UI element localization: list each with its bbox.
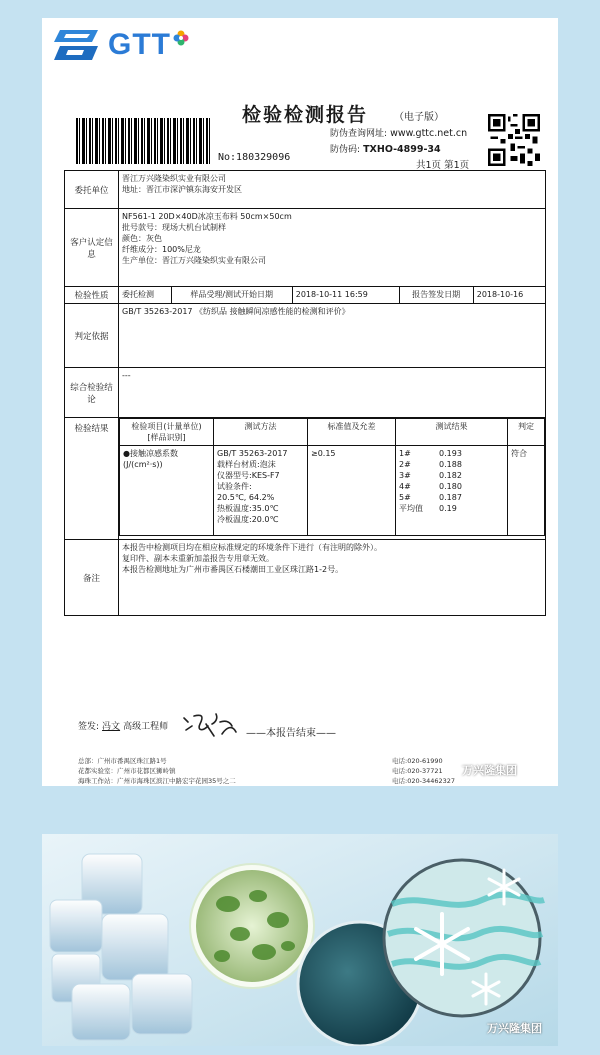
judgement-value: 符合 [508, 446, 545, 536]
gtt-logo-icon [54, 28, 100, 62]
result-data-row [120, 446, 545, 536]
standard-value: ≥0.15 [308, 446, 396, 536]
sample-row [65, 209, 546, 287]
qr-code-icon [488, 114, 540, 166]
footer-phones [392, 756, 455, 786]
phone-line: 电话:020-34462327 [392, 777, 456, 785]
method-line: GB/T 35263-2017 [217, 449, 288, 458]
phone-line: 电话:020-37721 [392, 767, 443, 775]
remarks-label: 备注 [65, 540, 119, 616]
client-label: 委托单位 [65, 171, 119, 209]
barcode-number: No:180329096 [218, 152, 291, 163]
signature-block [78, 710, 240, 740]
conclusion-row [65, 368, 546, 418]
query-label: 防伪查询网址: [330, 129, 388, 139]
conclusion-label: 综合检验结论 [65, 368, 119, 418]
basis-value: GB/T 35263-2017 《纺织品 接触瞬间凉感性能的检测和评价》 [119, 304, 546, 368]
sample-line: 生产单位：晋江万兴隆染织实业有限公司 [122, 256, 266, 265]
header-standard: 标准值及允差 [308, 419, 396, 446]
header-judgement: 判定 [508, 419, 545, 446]
method-line: 试验条件: [217, 482, 252, 491]
client-row [65, 171, 546, 209]
gtt-logo [54, 28, 189, 62]
remark-line: 复印件、副本未重新加盖报告专用章无效。 [122, 554, 274, 563]
result-row [65, 418, 546, 540]
watermark: 万兴隆集团 [462, 764, 517, 777]
sample-line: 颜色：灰色 [122, 234, 162, 243]
footer-line: 海珠工作站：广州市海珠区滨江中路宏宇花园35号之二 [78, 777, 236, 785]
cooling-fabric-banner [42, 834, 558, 1046]
barcode [76, 118, 212, 164]
report-end: ——本报告结束—— [246, 728, 336, 739]
report-meta [330, 126, 469, 173]
banner-watermark: 万兴隆集团 [487, 1022, 542, 1035]
method-line: 热板温度:35.0℃ [217, 504, 279, 513]
client-name: 晋江万兴隆染织实业有限公司 [122, 174, 226, 183]
flower-icon [173, 30, 189, 46]
report-date-label: 报告签发日期 [399, 287, 473, 304]
basis-label: 判定依据 [65, 304, 119, 368]
basis-row [65, 304, 546, 368]
method-line: 20.5℃, 64.2% [217, 493, 275, 502]
nature-row [65, 287, 546, 304]
header-results: 测试结果 [396, 419, 508, 446]
nature-label: 检验性质 [65, 287, 119, 304]
remark-line: 本报告中检测项目均在相应标准规定的环境条件下进行（有注明的除外）。 [122, 543, 382, 552]
query-url[interactable]: www.gttc.net.cn [390, 128, 468, 139]
header-item: 检验项目(计量单位) [样品识别] [120, 419, 214, 446]
result-entry: 2# 0.188 [399, 460, 462, 469]
edition-label: （电子版） [394, 112, 444, 123]
logo-text: GTT [108, 28, 171, 61]
sample-label: 客户认定信息 [65, 209, 119, 287]
test-item: ●接触凉感系数 (J/(cm²·s)) [120, 446, 214, 536]
remark-line: 本报告检测地址为广州市番禺区石楼潮田工业区珠江路1-2号。 [122, 565, 344, 574]
signer-name: 冯文 [102, 721, 121, 732]
footer-line: 总部：广州市番禺区珠江路1号 [78, 757, 167, 765]
sample-line: 纤维成分：100%尼龙 [122, 245, 201, 254]
result-entry: 平均值 0.19 [399, 504, 457, 513]
method-line: 载样台材质:泡沫 [217, 460, 276, 469]
result-cell [119, 418, 546, 540]
test-report [42, 18, 558, 786]
test-method [214, 446, 308, 536]
remarks-row [65, 540, 546, 616]
client-info [119, 171, 546, 209]
code-label: 防伪码: [330, 145, 361, 155]
banner-illustration [42, 834, 558, 1046]
sample-line: 批号款号：现场大机台试制样 [122, 223, 226, 232]
sample-info [119, 209, 546, 287]
result-table [119, 418, 545, 536]
phone-line: 电话:020-61990 [392, 757, 443, 765]
footer-line: 花都实验室：广州市花都区狮岭镇 [78, 767, 176, 775]
signer-title: 高级工程师 [123, 721, 169, 732]
conclusion-value: --- [119, 368, 546, 418]
received-label: 样品受理/测试开始日期 [171, 287, 292, 304]
nature-value: 委托检测 [119, 287, 172, 304]
client-address: 地址：晋江市深沪镇东海安开发区 [122, 185, 242, 194]
result-entry: 4# 0.180 [399, 482, 462, 491]
test-results [396, 446, 508, 536]
sample-line: NF561-1 20D×40D冰凉玉布料 50cm×50cm [122, 212, 292, 221]
report-title: 检验检测报告 [242, 104, 369, 126]
result-entry: 5# 0.187 [399, 493, 462, 502]
method-line: 冷板温度:20.0℃ [217, 515, 279, 524]
result-entry: 3# 0.182 [399, 471, 462, 480]
handwritten-signature [180, 710, 240, 740]
signature-label: 签发: [78, 721, 100, 732]
result-label: 检验结果 [65, 418, 119, 540]
method-line: 仪器型号:KES-F7 [217, 471, 280, 480]
code-value: TXHO-4899-34 [363, 144, 441, 155]
report-table [64, 170, 546, 616]
footer-addresses [78, 756, 236, 786]
header-method: 测试方法 [214, 419, 308, 446]
received-value: 2018-10-11 16:59 [292, 287, 399, 304]
remarks-value [119, 540, 546, 616]
result-entry: 1# 0.193 [399, 449, 462, 458]
result-header-row [120, 419, 545, 446]
page-count: 共1页 第1页 [416, 160, 470, 171]
report-date-value: 2018-10-16 [473, 287, 545, 304]
